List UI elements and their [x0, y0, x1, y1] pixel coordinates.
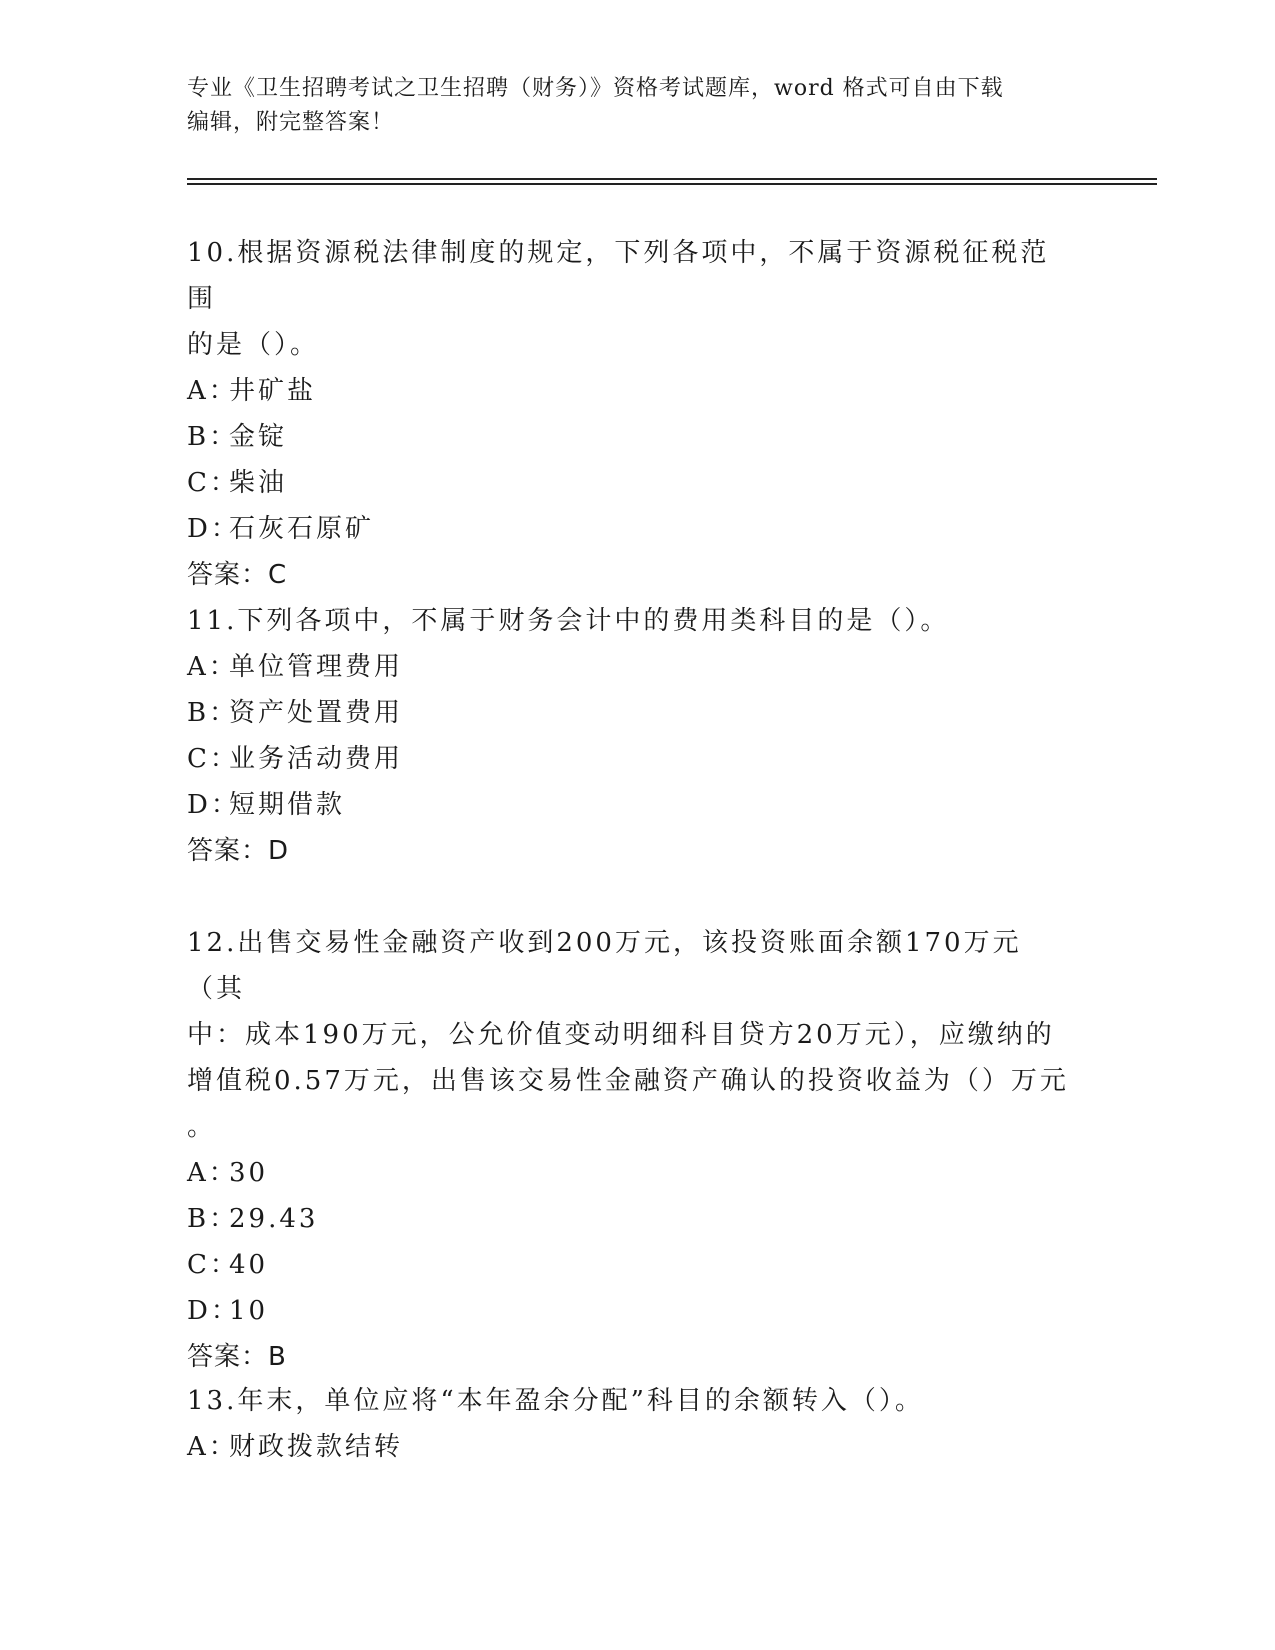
option-text: 柴油	[229, 468, 288, 498]
question-10	[187, 230, 1077, 598]
question-stem	[187, 598, 1077, 644]
question-11	[187, 598, 1077, 874]
option-text: 业务活动费用	[229, 744, 404, 774]
option-key: C：	[187, 1250, 239, 1280]
option-c	[187, 460, 1077, 506]
option-key: C：	[187, 744, 239, 774]
option-key: A：	[187, 1158, 238, 1188]
option-key: B：	[187, 1204, 239, 1234]
option-key: A：	[187, 1432, 238, 1462]
stem-line: 13.年末，单位应将“本年盈余分配”科目的余额转入（）。	[187, 1386, 924, 1416]
option-text: 财政拨款结转	[229, 1432, 404, 1462]
header-divider	[187, 183, 1157, 185]
option-text: 单位管理费用	[229, 652, 404, 682]
question-stem	[187, 230, 1077, 368]
question-13	[187, 1378, 1077, 1470]
option-key: C：	[187, 468, 239, 498]
option-c	[187, 1242, 1077, 1288]
option-a	[187, 644, 1077, 690]
option-a	[187, 368, 1077, 414]
option-text: 短期借款	[229, 790, 346, 820]
option-key: A：	[187, 376, 238, 406]
option-b	[187, 1196, 1077, 1242]
option-key: B：	[187, 422, 239, 452]
option-d	[187, 782, 1077, 828]
answer-line: 答案：C	[187, 560, 288, 590]
option-d	[187, 506, 1077, 552]
header-line: 专业《卫生招聘考试之卫生招聘（财务）》资格考试题库，word 格式可自由下载	[187, 76, 1004, 101]
header-line: 编辑，附完整答案！	[187, 110, 395, 135]
stem-line: 增值税0.57万元，出售该交易性金融资产确认的投资收益为（）万元	[187, 1066, 1069, 1096]
option-text: 10	[229, 1296, 269, 1326]
question-12	[187, 920, 1077, 1380]
stem-line: 。	[187, 1112, 217, 1142]
option-text: 资产处置费用	[229, 698, 404, 728]
option-text: 金锭	[229, 422, 288, 452]
option-key: A：	[187, 652, 238, 682]
option-key: D：	[187, 514, 240, 544]
stem-line: 10.根据资源税法律制度的规定，下列各项中，不属于资源税征税范围	[187, 238, 1050, 314]
option-a	[187, 1150, 1077, 1196]
option-key: B：	[187, 698, 239, 728]
stem-line: 中：成本190万元，公允价值变动明细科目贷方20万元），应缴纳的	[187, 1020, 1055, 1050]
stem-line: 11.下列各项中，不属于财务会计中的费用类科目的是（）。	[187, 606, 950, 636]
answer-line: 答案：D	[187, 836, 290, 866]
question-stem	[187, 920, 1077, 1150]
option-d	[187, 1288, 1077, 1334]
option-text: 29.43	[229, 1204, 319, 1234]
option-key: D：	[187, 790, 240, 820]
option-text: 井矿盐	[229, 376, 317, 406]
option-text: 石灰石原矿	[229, 514, 375, 544]
option-a	[187, 1424, 1077, 1470]
option-key: D：	[187, 1296, 240, 1326]
option-b	[187, 414, 1077, 460]
header-divider	[187, 178, 1157, 180]
option-c	[187, 736, 1077, 782]
stem-line: 12.出售交易性金融资产收到200万元，该投资账面余额170万元（其	[187, 928, 1022, 1004]
answer-line: 答案：B	[187, 1342, 287, 1372]
document-header	[187, 72, 1087, 140]
option-text: 30	[229, 1158, 269, 1188]
stem-line: 的是（）。	[187, 330, 320, 360]
question-stem	[187, 1378, 1077, 1424]
option-text: 40	[229, 1250, 269, 1280]
option-b	[187, 690, 1077, 736]
